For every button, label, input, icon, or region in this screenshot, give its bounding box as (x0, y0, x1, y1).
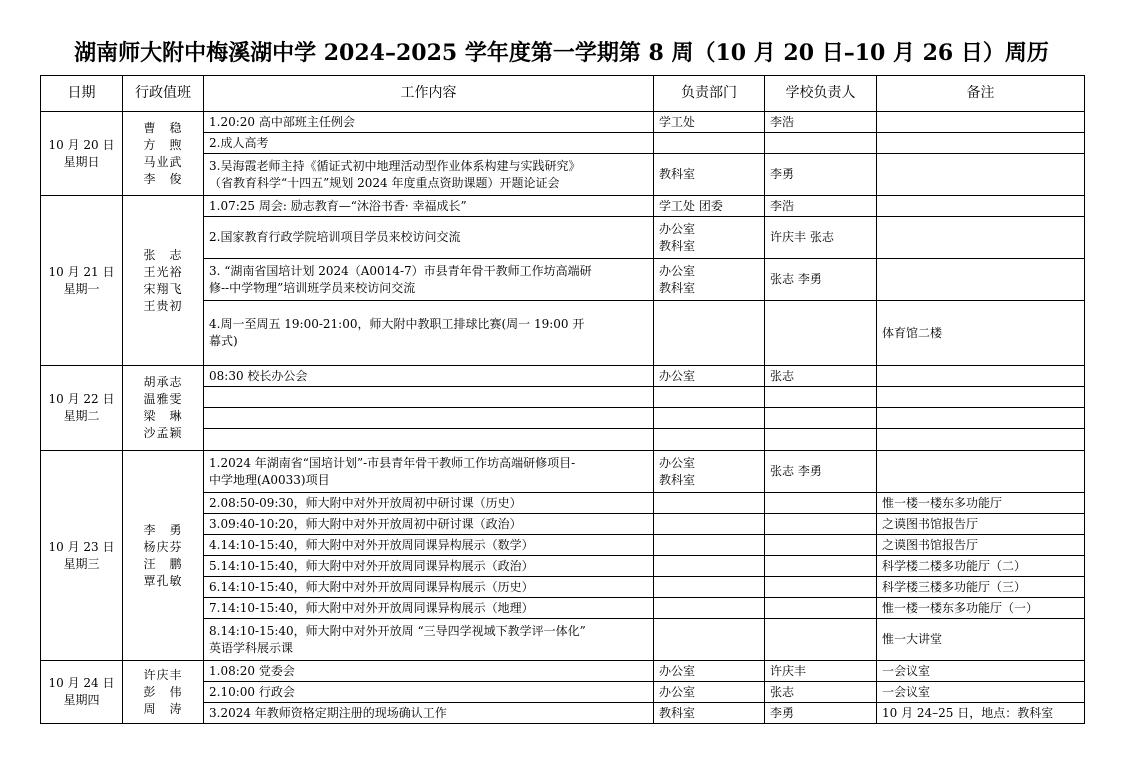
day-weekday: 星期二 (63, 409, 100, 423)
school-lead-cell: 李勇 (765, 703, 877, 724)
department-cell (654, 535, 765, 556)
school-lead-cell (765, 556, 877, 577)
note-cell: 之谟图书馆报告厅 (877, 514, 1085, 535)
note-cell (877, 259, 1085, 301)
department-name: 办公室 (659, 684, 696, 699)
department-cell (654, 703, 765, 724)
note-cell: 之谟图书馆报告厅 (877, 535, 1085, 556)
work-content-line: 1.20:20 高中部班主任例会 (209, 114, 355, 129)
day-date: 10 月 22 日 (48, 392, 115, 406)
work-content-cell (204, 387, 654, 408)
department-cell (654, 154, 765, 196)
note-cell (877, 154, 1085, 196)
table-row (41, 661, 1085, 682)
day-weekday: 星期日 (63, 154, 100, 169)
work-content-cell (204, 535, 654, 556)
school-lead-cell: 张志 (765, 366, 877, 387)
note-cell: 惟一楼一楼东多功能厅（一） (877, 598, 1085, 619)
day-date: 10 月 23 日 (48, 539, 115, 554)
note-cell: 科学楼三楼多功能厅（三） (877, 577, 1085, 598)
school-lead-cell (765, 408, 877, 429)
department-name: 教科室 (659, 472, 696, 487)
day-date: 10 月 21 日 (48, 264, 115, 279)
work-content-line: 4.周一至周五 19:00-21:00，师大附中教职工排球比赛(周一 19:00 开 (209, 317, 585, 331)
duty-officer-name: 汪 鹏 (143, 556, 183, 571)
work-content-line: 修--中学物理”培训班学员来校访问交流 (209, 280, 416, 295)
department-cell (654, 451, 765, 493)
note-cell: 一会议室 (877, 682, 1085, 703)
note-cell (877, 112, 1085, 133)
header-duty: 行政值班 (123, 76, 204, 112)
duty-officer-name: 张 志 (143, 247, 183, 262)
note-cell (877, 387, 1085, 408)
department-cell (654, 112, 765, 133)
school-lead-cell (765, 598, 877, 619)
school-lead-cell (765, 429, 877, 451)
department-cell (654, 301, 765, 366)
work-content-cell (204, 556, 654, 577)
department-name: 学工处 (659, 114, 696, 129)
day-date-cell (41, 451, 123, 661)
page-title: 湖南师大附中梅溪湖中学 2024–2025 学年度第一学期第 8 周（10 月 20 日–10 月 26 日）周历 (74, 40, 1049, 66)
school-lead-cell (765, 301, 877, 366)
department-cell (654, 556, 765, 577)
day-date: 10 月 20 日 (48, 137, 115, 152)
calendar-body (41, 112, 1085, 724)
school-lead-cell (765, 387, 877, 408)
header-date: 日期 (41, 76, 123, 112)
work-content-line: 8.14:10-15:40，师大附中对外开放周 “三导四学视域下教学评一体化” (209, 623, 586, 638)
table-header-row (41, 76, 1085, 112)
department-cell (654, 661, 765, 682)
department-cell (654, 387, 765, 408)
day-date-cell (41, 112, 123, 196)
work-content-line: 2.10:00 行政会 (209, 684, 295, 699)
note-cell: 科学楼二楼多功能厅（二） (877, 556, 1085, 577)
department-name: 教科室 (659, 705, 696, 720)
work-content-line: 1.07:25 周会: 励志教育—“沐浴书香· 幸福成长” (209, 198, 467, 213)
school-lead-cell (765, 577, 877, 598)
day-date: 10 月 24 日 (48, 676, 115, 690)
work-content-line: 2.08:50-09:30，师大附中对外开放周初中研讨课（历史） (209, 495, 522, 510)
duty-officer-name: 胡承志 (143, 375, 183, 389)
school-lead-cell: 李勇 (765, 154, 877, 196)
work-content-line: 2.成人高考 (209, 135, 269, 150)
duty-officer-name: 彭 伟 (143, 684, 183, 699)
work-content-line: 08:30 校长办公会 (209, 368, 308, 383)
department-name: 教科室 (659, 238, 696, 253)
work-content-cell (204, 577, 654, 598)
duty-officer-name: 温雅雯 (143, 392, 183, 406)
duty-officer-name: 沙孟颖 (143, 426, 183, 440)
department-cell (654, 429, 765, 451)
duty-officer-name: 梁 琳 (143, 409, 183, 423)
duty-officer-name: 杨庆芬 (143, 539, 183, 554)
department-name: 教科室 (659, 167, 696, 181)
duty-officers-cell (123, 661, 204, 724)
work-content-cell (204, 493, 654, 514)
school-lead-cell (765, 514, 877, 535)
school-lead-cell: 张志 李勇 (765, 259, 877, 301)
work-content-line: 4.14:10-15:40，师大附中对外开放周同课异构展示（数学） (209, 537, 534, 552)
work-content-cell (204, 661, 654, 682)
department-name: 办公室 (659, 663, 696, 678)
department-name: 学工处 团委 (659, 198, 723, 213)
duty-officer-name: 宋翔飞 (143, 281, 183, 296)
duty-officer-name: 王贵初 (143, 298, 183, 313)
work-content-cell (204, 682, 654, 703)
work-content-cell (204, 154, 654, 196)
work-content-cell (204, 112, 654, 133)
duty-officer-name: 曹 稳 (143, 120, 183, 135)
work-content-line: 3.吴海霞老师主持《循证式初中地理活动型作业体系构建与实践研究》 (209, 158, 581, 173)
school-lead-cell: 李浩 (765, 112, 877, 133)
work-content-cell (204, 619, 654, 661)
duty-officer-name: 李 勇 (143, 522, 183, 537)
work-content-cell (204, 598, 654, 619)
duty-officers-cell (123, 196, 204, 366)
school-lead-cell: 李浩 (765, 196, 877, 217)
note-cell: 10 月 24–25 日，地点：教科室 (877, 703, 1085, 724)
department-name: 办公室 (659, 221, 696, 236)
department-cell (654, 366, 765, 387)
work-content-line: 幕式) (209, 334, 238, 348)
header-work: 工作内容 (204, 76, 654, 112)
work-content-cell (204, 301, 654, 366)
duty-officer-name: 王光裕 (143, 264, 183, 279)
school-lead-cell (765, 535, 877, 556)
note-cell (877, 133, 1085, 154)
school-lead-cell (765, 493, 877, 514)
department-cell (654, 196, 765, 217)
duty-officers-cell (123, 112, 204, 196)
day-date-cell (41, 661, 123, 724)
department-name: 办公室 (659, 263, 696, 278)
department-cell (654, 408, 765, 429)
duty-officers-cell (123, 451, 204, 661)
department-cell (654, 493, 765, 514)
work-content-line: 中学地理(A0033)项目 (209, 472, 330, 487)
day-date-cell (41, 366, 123, 451)
work-content-cell (204, 703, 654, 724)
duty-officer-name: 许庆丰 (143, 667, 183, 682)
duty-officer-name: 覃孔敏 (143, 573, 183, 588)
department-cell (654, 682, 765, 703)
school-lead-cell: 张志 (765, 682, 877, 703)
header-department: 负责部门 (654, 76, 765, 112)
table-row (41, 366, 1085, 387)
duty-officer-name: 方 煦 (143, 137, 183, 152)
work-content-line: 1.08:20 党委会 (209, 663, 295, 678)
department-cell (654, 619, 765, 661)
day-date-cell (41, 196, 123, 366)
note-cell (877, 196, 1085, 217)
work-content-line: 2.国家教育行政学院培训项目学员来校访问交流 (209, 230, 461, 244)
work-content-line: 1.2024 年湖南省“国培计划”-市县青年骨干教师工作坊高端研修项目- (209, 455, 576, 470)
work-content-line: （省教育科学“十四五”规划 2024 年度重点资助课题）开题论证会 (209, 175, 560, 190)
table-row (41, 196, 1085, 217)
note-cell: 惟一楼一楼东多功能厅 (877, 493, 1085, 514)
school-lead-cell (765, 619, 877, 661)
work-content-line: 7.14:10-15:40，师大附中对外开放周同课异构展示（地理） (209, 600, 534, 615)
duty-officers-cell (123, 366, 204, 451)
work-content-cell (204, 196, 654, 217)
school-lead-cell: 许庆丰 张志 (765, 217, 877, 259)
note-cell (877, 429, 1085, 451)
header-note: 备注 (877, 76, 1085, 112)
school-lead-cell: 许庆丰 (765, 661, 877, 682)
department-cell (654, 217, 765, 259)
table-row (41, 112, 1085, 133)
duty-officer-name: 周 涛 (143, 701, 183, 716)
department-name: 办公室 (659, 368, 696, 383)
note-cell (877, 366, 1085, 387)
header-school-lead: 学校负责人 (765, 76, 877, 112)
work-content-line: 3. “湖南省国培计划 2024（A0014-7）市县青年骨干教师工作坊高端研 (209, 263, 592, 278)
school-lead-cell: 张志 李勇 (765, 451, 877, 493)
department-cell (654, 133, 765, 154)
duty-officer-name: 李 俊 (143, 171, 183, 186)
work-content-cell (204, 514, 654, 535)
table-row (41, 451, 1085, 493)
day-weekday: 星期四 (63, 693, 100, 707)
duty-officer-name: 马业武 (143, 154, 183, 169)
department-cell (654, 514, 765, 535)
department-name: 办公室 (659, 455, 696, 470)
department-cell (654, 259, 765, 301)
work-content-cell (204, 133, 654, 154)
work-content-cell (204, 451, 654, 493)
day-weekday: 星期三 (63, 556, 100, 571)
weekly-calendar-table (40, 75, 1085, 724)
note-cell: 惟一大讲堂 (877, 619, 1085, 661)
work-content-cell (204, 366, 654, 387)
work-content-cell (204, 259, 654, 301)
work-content-line: 3.09:40-10:20，师大附中对外开放周初中研讨课（政治） (209, 516, 522, 531)
work-content-cell (204, 217, 654, 259)
school-lead-cell (765, 133, 877, 154)
department-name: 教科室 (659, 280, 696, 295)
note-cell: 一会议室 (877, 661, 1085, 682)
note-cell (877, 217, 1085, 259)
note-cell (877, 451, 1085, 493)
work-content-line: 6.14:10-15:40，师大附中对外开放周同课异构展示（历史） (209, 579, 534, 594)
work-content-cell (204, 408, 654, 429)
work-content-line: 英语学科展示课 (209, 640, 294, 655)
work-content-line: 5.14:10-15:40，师大附中对外开放周同课异构展示（政治） (209, 558, 534, 573)
day-weekday: 星期一 (63, 281, 100, 296)
note-cell (877, 408, 1085, 429)
work-content-cell (204, 429, 654, 451)
department-cell (654, 577, 765, 598)
work-content-line: 3.2024 年教师资格定期注册的现场确认工作 (209, 705, 447, 720)
note-cell: 体育馆二楼 (877, 301, 1085, 366)
department-cell (654, 598, 765, 619)
